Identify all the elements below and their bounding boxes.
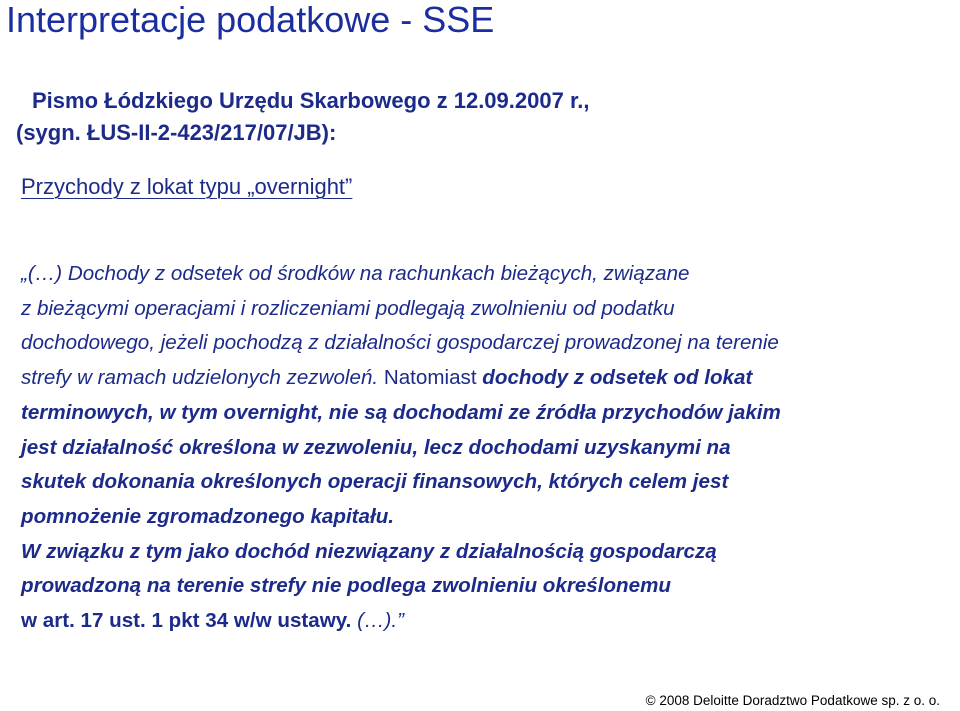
slide-title: Interpretacje podatkowe - SSE <box>6 0 495 40</box>
quote-italic-segment: strefy w ramach udzielonych zezwoleń. <box>21 366 379 390</box>
quote-line-bold: pomnożenie zgromadzonego kapitału. <box>21 504 395 528</box>
quote-plain-segment: Natomiast <box>378 366 483 390</box>
quote-line-bold: jest działalność określona w zezwoleniu, lecz dochodami uzyskanymi na <box>21 435 731 459</box>
subheading: Przychody z lokat typu „overnight” <box>21 174 353 199</box>
quote-italic-segment: (…).” <box>357 609 404 633</box>
copyright-footer: © 2008 Deloitte Doradztwo Podatkowe sp. z o. o. <box>645 693 940 708</box>
quote-line-bold: terminowych, w tym overnight, nie są dochodami ze źródła przychodów jakim <box>21 400 781 424</box>
quote-line: dochodowego, jeżeli pochodzą z działalności gospodarczej prowadzonej na terenie <box>21 331 779 355</box>
quote-line-bold: prowadzoną na terenie strefy nie podlega zwolnieniu określonemu <box>21 574 671 598</box>
quote-bold-plain-segment: w art. 17 ust. 1 pkt 34 w/w ustawy. <box>21 609 358 633</box>
source-reference <box>16 85 716 149</box>
quote-line-mixed <box>21 604 956 639</box>
quote-line-bold: skutek dokonania określonych operacji finansowych, których celem jest <box>21 470 729 494</box>
quote-line: „(…) Dochody z odsetek od środków na rachunkach bieżących, związane <box>21 262 690 285</box>
quote-line-bold: W związku z tym jako dochód niezwiązany z działalnością gospodarczą <box>21 539 717 563</box>
quote-bold-segment: dochody z odsetek od lokat <box>482 366 753 390</box>
quote-line: z bieżącymi operacjami i rozliczeniami podlegają zwolnieniu od podatku <box>21 296 675 320</box>
quoted-interpretation <box>21 257 956 639</box>
source-reference-line-2: (sygn. ŁUS-II-2-423/217/07/JB): <box>16 120 337 145</box>
source-reference-line-1: Pismo Łódzkiego Urzędu Skarbowego z 12.09.2007 r., <box>32 88 590 113</box>
quote-line-mixed <box>21 361 956 396</box>
